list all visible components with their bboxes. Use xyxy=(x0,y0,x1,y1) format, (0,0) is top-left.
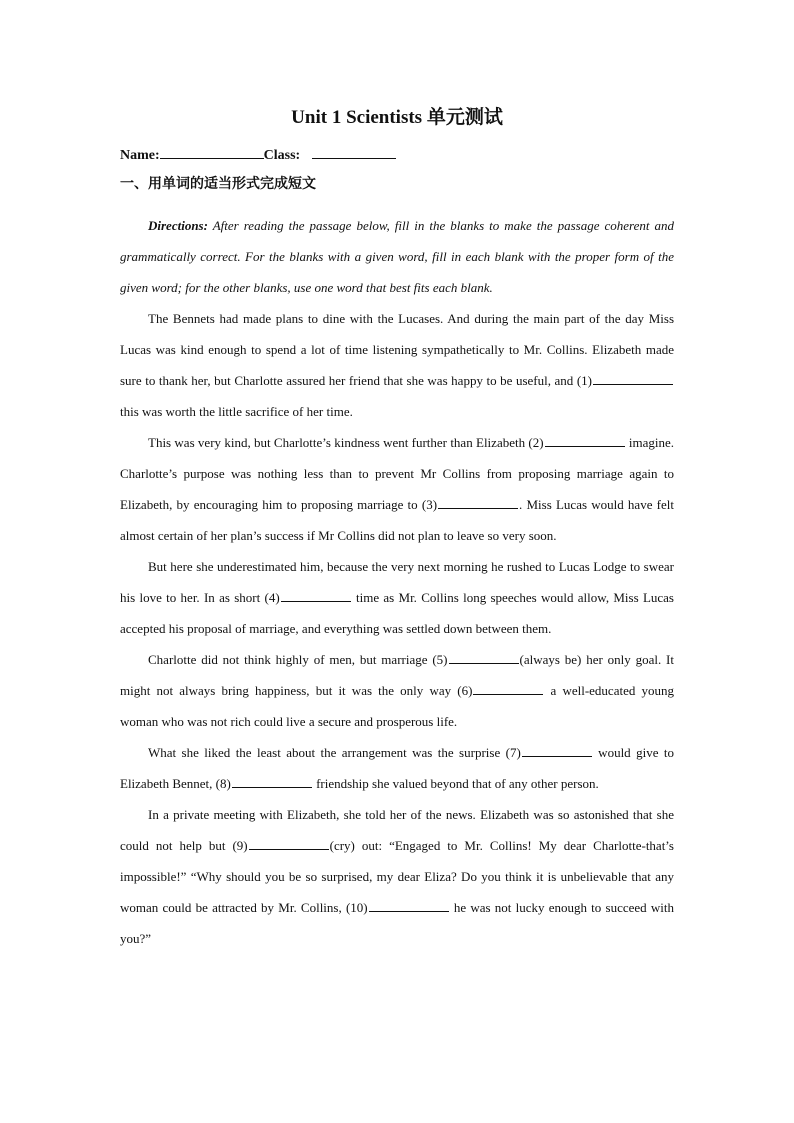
p3-text-b: time as Mr. Collins long speeches would allow, Miss Lucas accepted his proposal of marriage, and everything was settled down between them. xyxy=(120,590,674,636)
p5-text-b: would give to Elizabeth Bennet, (8) xyxy=(120,745,674,791)
paragraph-2 xyxy=(120,427,674,551)
name-class-line xyxy=(120,144,396,167)
blank-3[interactable] xyxy=(438,496,518,509)
passage xyxy=(120,210,674,954)
paragraph-3 xyxy=(120,551,674,644)
blank-8[interactable] xyxy=(232,775,312,788)
blank-7[interactable] xyxy=(522,744,592,757)
p2-text-b: imagine. Charlotte’s purpose was nothing less than to prevent Mr Collins from proposing marriage again to Elizabeth, by encouraging him to proposing marriage to (3) xyxy=(120,435,674,512)
name-label: Name: xyxy=(120,148,160,163)
blank-1[interactable] xyxy=(593,372,673,385)
directions-lead: Directions: xyxy=(148,218,208,233)
p4-text-b: (always be) her only goal. It might not always bring happiness, but it was the only way (6) xyxy=(120,652,674,698)
p2-text-c: . Miss Lucas would have felt almost certain of her plan’s success if Mr Collins did not plan to leave so very soon. xyxy=(120,497,674,543)
blank-9[interactable] xyxy=(249,837,329,850)
p2-text-a: This was very kind, but Charlotte’s kindness went further than Elizabeth (2) xyxy=(148,435,544,450)
paragraph-4 xyxy=(120,644,674,737)
class-label: Class: xyxy=(263,148,301,163)
p4-text-a: Charlotte did not think highly of men, but marriage (5) xyxy=(148,652,448,667)
paragraph-1 xyxy=(120,303,674,427)
paragraph-5 xyxy=(120,737,674,799)
blank-6[interactable] xyxy=(473,682,543,695)
p6-text-a: In a private meeting with Elizabeth, she told her of the news. Elizabeth was so astonished that she could not help but (9) xyxy=(120,807,674,853)
paragraph-6 xyxy=(120,799,674,954)
blank-2[interactable] xyxy=(545,434,625,447)
p4-text-c: a well-educated young woman who was not rich could live a secure and prosperous life. xyxy=(120,683,674,729)
blank-10[interactable] xyxy=(369,899,449,912)
name-blank[interactable] xyxy=(160,144,264,159)
p6-text-b: (cry) out: “Engaged to Mr. Collins! My dear Charlotte-that’s impossible!” “Why should you be so surprised, my dear Eliza? Do you think it is unbelievable that any woman could be attracted by Mr. Collins, (10) xyxy=(120,838,674,915)
directions xyxy=(120,210,674,303)
directions-text: After reading the passage below, fill in the blanks to make the passage coherent and grammatically correct. For the blanks with a given word, fill in each blank with the proper form of the given word; for the other blanks, use one word that best fits each blank. xyxy=(120,218,674,295)
p5-text-c: friendship she valued beyond that of any other person. xyxy=(312,776,599,791)
p1-text-b: this was worth the little sacrifice of her time. xyxy=(120,404,353,419)
p1-text-a: The Bennets had made plans to dine with the Lucases. And during the main part of the day Miss Lucas was kind enough to spend a lot of time listening sympathetically to Mr. Collins. Elizabeth made sure to thank her, but Charlotte assured her friend that she was happy to be useful, and (1) xyxy=(120,311,674,388)
p3-text-a: But here she underestimated him, because the very next morning he rushed to Lucas Lodge to swear his love to her. In as short (4) xyxy=(120,559,674,605)
class-blank[interactable] xyxy=(312,144,396,159)
p6-text-c: he was not lucky enough to succeed with you?” xyxy=(120,900,674,946)
p5-text-a: What she liked the least about the arrangement was the surprise (7) xyxy=(148,745,521,760)
page-title: Unit 1 Scientists 单元测试 xyxy=(291,107,503,128)
blank-5[interactable] xyxy=(449,651,519,664)
blank-4[interactable] xyxy=(281,589,351,602)
section-heading: 一、用单词的适当形式完成短文 xyxy=(120,177,316,192)
